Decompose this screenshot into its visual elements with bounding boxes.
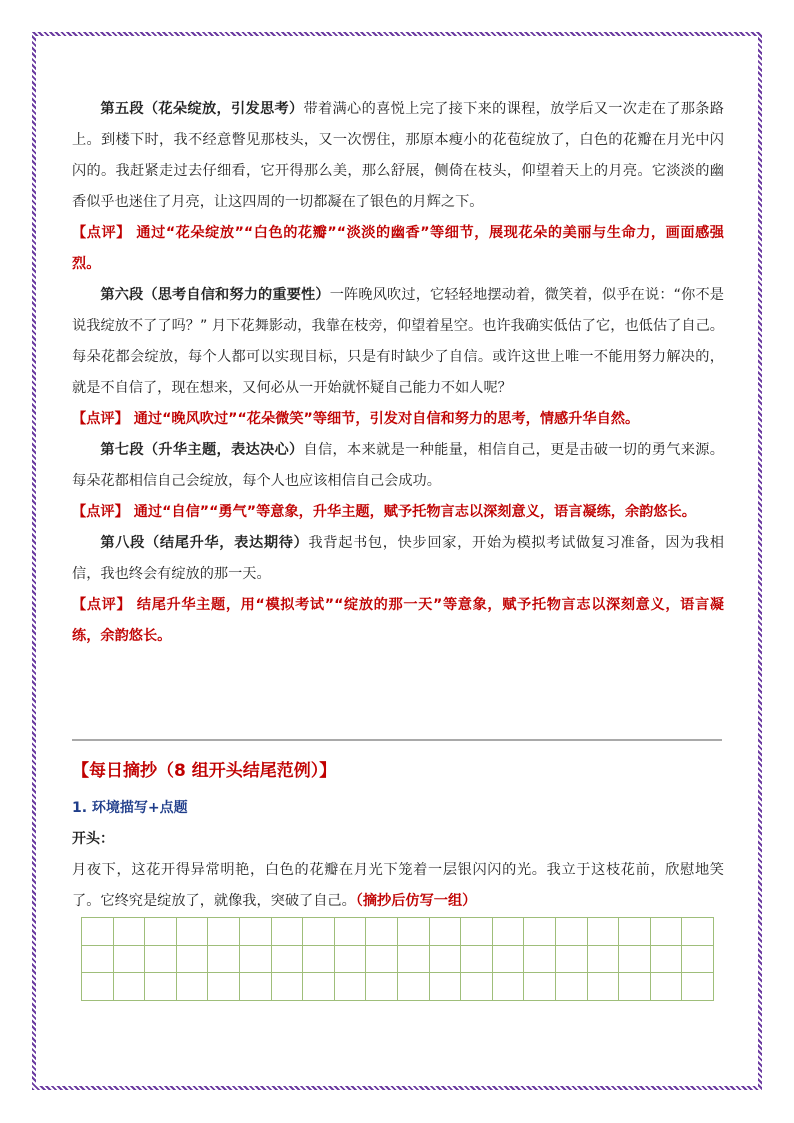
grid-cell[interactable] bbox=[335, 918, 367, 946]
paragraph-heading: 第八段（结尾升华，表达期待） bbox=[100, 535, 309, 551]
comment-6: 【点评】 通过“晚风吹过”“花朵微笑”等细节，引发对自信和努力的思考，情感升华自然。 bbox=[72, 411, 640, 427]
grid-cell[interactable] bbox=[682, 973, 714, 1001]
grid-cell[interactable] bbox=[82, 973, 114, 1001]
comment-5: 【点评】 通过“花朵绽放”“白色的花瓣”“淡淡的幽香”等细节，展现花朵的美丽与生命力，画面感强烈。 bbox=[72, 225, 724, 272]
opening-example bbox=[72, 855, 724, 917]
paragraph-heading: 第五段（花朵绽放，引发思考） bbox=[100, 101, 304, 117]
grid-cell[interactable] bbox=[145, 918, 177, 946]
grid-cell[interactable] bbox=[240, 973, 272, 1001]
grid-cell[interactable] bbox=[524, 946, 556, 974]
grid-cell[interactable] bbox=[651, 973, 683, 1001]
grid-cell[interactable] bbox=[619, 918, 651, 946]
copy-instruction: （摘抄后仿写一组） bbox=[355, 893, 477, 909]
grid-cell[interactable] bbox=[82, 918, 114, 946]
grid-cell[interactable] bbox=[208, 918, 240, 946]
grid-cell[interactable] bbox=[303, 973, 335, 1001]
grid-cell[interactable] bbox=[398, 918, 430, 946]
grid-cell[interactable] bbox=[398, 973, 430, 1001]
grid-cell[interactable] bbox=[430, 918, 462, 946]
paragraph-text: 我背起书包，快步回家，开始为模拟考试做复习准备，因为我相信，我也终会有绽放的那一天。 bbox=[72, 535, 724, 582]
opening-label: 开头： bbox=[72, 831, 114, 847]
example-subtitle: 1. 环境描写+点题 bbox=[72, 800, 188, 816]
grid-cell[interactable] bbox=[588, 973, 620, 1001]
grid-cell[interactable] bbox=[177, 946, 209, 974]
grid-cell[interactable] bbox=[366, 918, 398, 946]
grid-cell[interactable] bbox=[303, 918, 335, 946]
grid-cell[interactable] bbox=[430, 946, 462, 974]
grid-cell[interactable] bbox=[398, 946, 430, 974]
grid-cell[interactable] bbox=[240, 918, 272, 946]
grid-cell[interactable] bbox=[272, 973, 304, 1001]
paragraph-7 bbox=[72, 435, 724, 497]
paragraph-text: 自信，本来就是一种能量，相信自己，更是击破一切的勇气来源。每朵花都相信自己会绽放，每个人也应该相信自己会成功。 bbox=[72, 442, 724, 489]
comment-7: 【点评】 通过“自信”“勇气”等意象，升华主题，赋予托物言志以深刻意义，语言凝练，余韵悠长。 bbox=[72, 504, 696, 520]
grid-cell[interactable] bbox=[493, 918, 525, 946]
grid-cell[interactable] bbox=[208, 973, 240, 1001]
grid-cell[interactable] bbox=[619, 946, 651, 974]
grid-cell[interactable] bbox=[524, 918, 556, 946]
paragraph-text: 带着满心的喜悦上完了接下来的课程，放学后又一次走在了那条路上。到楼下时，我不经意瞥见那枝头，又一次愣住，那原本瘦小的花苞绽放了，白色的花瓣在月光中闪闪的。我赶紧走过去仔细看，它开得那么美，那么舒展，侧倚在枝头，仰望着天上的月亮。它淡淡的幽香似乎也迷住了月亮，让这四周的一切都凝在了银色的月辉之下。 bbox=[72, 101, 724, 210]
comment-8: 【点评】 结尾升华主题，用“模拟考试”“绽放的那一天”等意象，赋予托物言志以深刻意义，语言凝练，余韵悠长。 bbox=[72, 597, 724, 644]
essay-body bbox=[72, 94, 724, 652]
grid-cell[interactable] bbox=[682, 946, 714, 974]
grid-cell[interactable] bbox=[651, 918, 683, 946]
grid-cell[interactable] bbox=[556, 918, 588, 946]
grid-cell[interactable] bbox=[145, 946, 177, 974]
daily-excerpt-title: 【每日摘抄（8 组开头结尾范例）】 bbox=[72, 761, 337, 781]
grid-cell[interactable] bbox=[114, 918, 146, 946]
grid-cell[interactable] bbox=[303, 946, 335, 974]
grid-cell[interactable] bbox=[366, 973, 398, 1001]
grid-cell[interactable] bbox=[493, 946, 525, 974]
writing-grid[interactable] bbox=[81, 917, 714, 1001]
paragraph-8 bbox=[72, 528, 724, 590]
grid-cell[interactable] bbox=[335, 946, 367, 974]
grid-cell[interactable] bbox=[556, 973, 588, 1001]
paragraph-6 bbox=[72, 280, 724, 404]
grid-cell[interactable] bbox=[430, 973, 462, 1001]
grid-cell[interactable] bbox=[82, 946, 114, 974]
opening-text: 月夜下，这花开得异常明艳，白色的花瓣在月光下笼着一层银闪闪的光。我立于这枝花前，欣慰地笑了。它终究是绽放了，就像我，突破了自己。 bbox=[72, 862, 724, 909]
grid-cell[interactable] bbox=[114, 973, 146, 1001]
grid-cell[interactable] bbox=[524, 973, 556, 1001]
grid-cell[interactable] bbox=[335, 973, 367, 1001]
grid-cell[interactable] bbox=[493, 973, 525, 1001]
grid-cell[interactable] bbox=[461, 973, 493, 1001]
grid-cell[interactable] bbox=[177, 918, 209, 946]
grid-cell[interactable] bbox=[461, 918, 493, 946]
grid-cell[interactable] bbox=[556, 946, 588, 974]
grid-cell[interactable] bbox=[682, 918, 714, 946]
grid-cell[interactable] bbox=[208, 946, 240, 974]
grid-cell[interactable] bbox=[619, 973, 651, 1001]
grid-cell[interactable] bbox=[177, 973, 209, 1001]
grid-cell[interactable] bbox=[461, 946, 493, 974]
paragraph-heading: 第七段（升华主题，表达决心） bbox=[100, 442, 304, 458]
grid-cell[interactable] bbox=[651, 946, 683, 974]
grid-cell[interactable] bbox=[240, 946, 272, 974]
paragraph-heading: 第六段（思考自信和努力的重要性） bbox=[100, 287, 330, 303]
grid-cell[interactable] bbox=[272, 918, 304, 946]
grid-cell[interactable] bbox=[588, 918, 620, 946]
paragraph-text: 一阵晚风吹过，它轻轻地摆动着，微笑着，似乎在说：“你不是说我绽放不了了吗？” 月下花舞影动，我靠在枝旁，仰望着星空。也许我确实低估了它，也低估了自己。每朵花都会绽放，每个人都可以实现目标，只是有时缺少了自信。或许这世上唯一不能用努力解决的，就是不自信了，现在想来，又何必从一开始就怀疑自己能力不如人呢？ bbox=[72, 287, 724, 396]
section-divider bbox=[72, 739, 722, 741]
grid-cell[interactable] bbox=[588, 946, 620, 974]
grid-cell[interactable] bbox=[145, 973, 177, 1001]
paragraph-5 bbox=[72, 94, 724, 218]
grid-cell[interactable] bbox=[114, 946, 146, 974]
grid-cell[interactable] bbox=[272, 946, 304, 974]
grid-cell[interactable] bbox=[366, 946, 398, 974]
